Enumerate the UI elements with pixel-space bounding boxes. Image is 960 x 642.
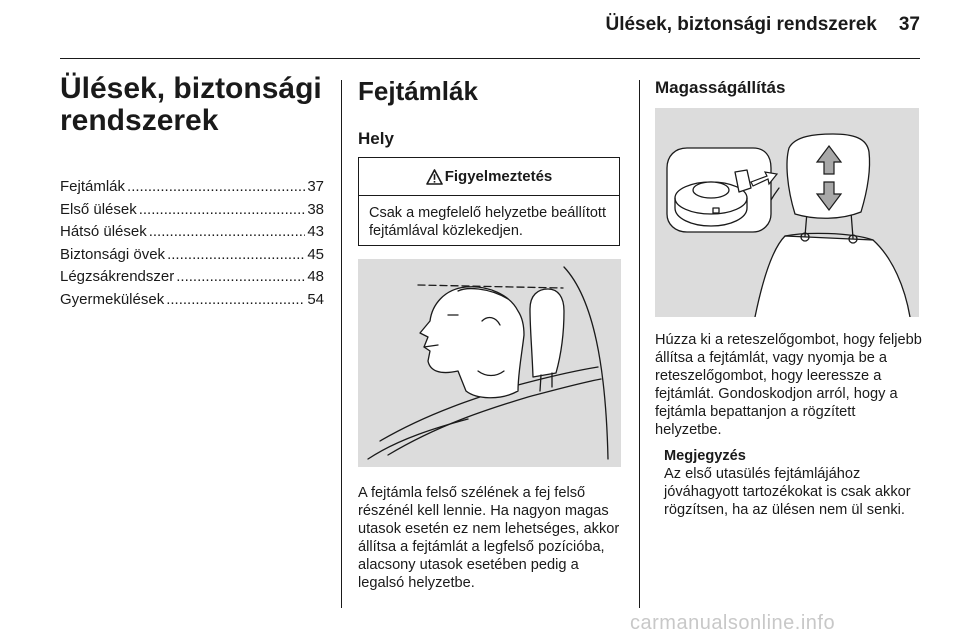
- section-title: Fejtámlák: [358, 76, 478, 106]
- toc-entry[interactable]: [60, 199, 324, 222]
- toc-entry[interactable]: [60, 221, 324, 244]
- position-description: A fejtámla felső szélének a fej felső részénél kell lennie. Ha nagyon magas utasok esetén ez nem lehetséges, akkor állítsa a fejtámlát a legfelső pozícióba, alacsony utasok esetében pedig a legalsó helyzetbe.: [358, 485, 620, 591]
- toc-entry-label: Biztonsági övek: [60, 245, 166, 263]
- toc-leader: [139, 199, 306, 222]
- toc-entry[interactable]: [60, 244, 324, 267]
- toc-entry-label: Első ülések: [60, 200, 137, 218]
- chapter-toc: [60, 176, 324, 312]
- toc-entry-page: 54: [307, 290, 324, 308]
- toc-entry-label: Fejtámlák: [60, 178, 126, 195]
- subsection-title: Magasságállítás: [655, 78, 786, 97]
- chapter-title: Ülések, biztonsági rendszerek: [60, 72, 322, 137]
- watermark: carmanualsonline.info: [630, 612, 836, 634]
- headrest-adjustment-drawing: [655, 108, 919, 317]
- running-header-section: Ülések, biztonsági rendszerek: [605, 14, 877, 35]
- toc-entry-page: 48: [307, 268, 324, 286]
- toc-entry-label: Gyermekülések: [60, 290, 165, 308]
- headrest-position-illustration: [358, 259, 621, 467]
- column-divider: [639, 80, 640, 608]
- height-adjustment-description: Húzza ki a reteszelőgombot, hogy feljebb állítsa a fejtámlát, vagy nyomja be a reteszelőgombot, hogy leeressze a fejtámlát. Gondoskodjon arról, hogy a fejtámla bepattanjon a rögzített helyzetbe.: [655, 332, 922, 438]
- head-profile-drawing: [358, 259, 621, 467]
- column-divider: [341, 80, 342, 608]
- toc-leader: [166, 289, 305, 312]
- toc-entry[interactable]: [60, 289, 324, 312]
- toc-entry-label: Légzsákrendszer: [60, 268, 175, 286]
- toc-entry-page: 43: [307, 223, 324, 241]
- headrest-height-illustration: [655, 108, 919, 317]
- toc-leader: [176, 266, 305, 289]
- toc-entry-page: 45: [307, 245, 324, 263]
- warning-text: Csak a megfelelő helyzetbe beállított fejtámlával közlekedjen.: [369, 205, 606, 239]
- warning-header: [359, 158, 619, 196]
- subsection-title: Hely: [358, 129, 394, 148]
- warning-title: Figyelmeztetés: [444, 168, 553, 185]
- toc-entry-label: Hátsó ülések: [60, 223, 147, 241]
- header-rule: [60, 58, 920, 59]
- warning-box: [358, 157, 620, 246]
- running-header: [560, 14, 920, 36]
- note-text: Az első utasülés fejtámlájához jóváhagyott tartozékokat is csak akkor rögzítsen, ha az ülésen nem ül senki.: [664, 466, 911, 518]
- warning-triangle-icon: [426, 169, 443, 185]
- toc-entry-page: 37: [307, 178, 324, 195]
- toc-entry[interactable]: [60, 176, 324, 199]
- toc-entry-page: 38: [307, 200, 324, 218]
- page-number: 37: [898, 14, 920, 35]
- toc-leader: [127, 176, 305, 199]
- toc-entry[interactable]: [60, 266, 324, 289]
- note-title: Megjegyzés: [664, 448, 746, 464]
- note-box: [664, 447, 926, 519]
- toc-leader: [167, 244, 305, 267]
- toc-leader: [149, 221, 306, 244]
